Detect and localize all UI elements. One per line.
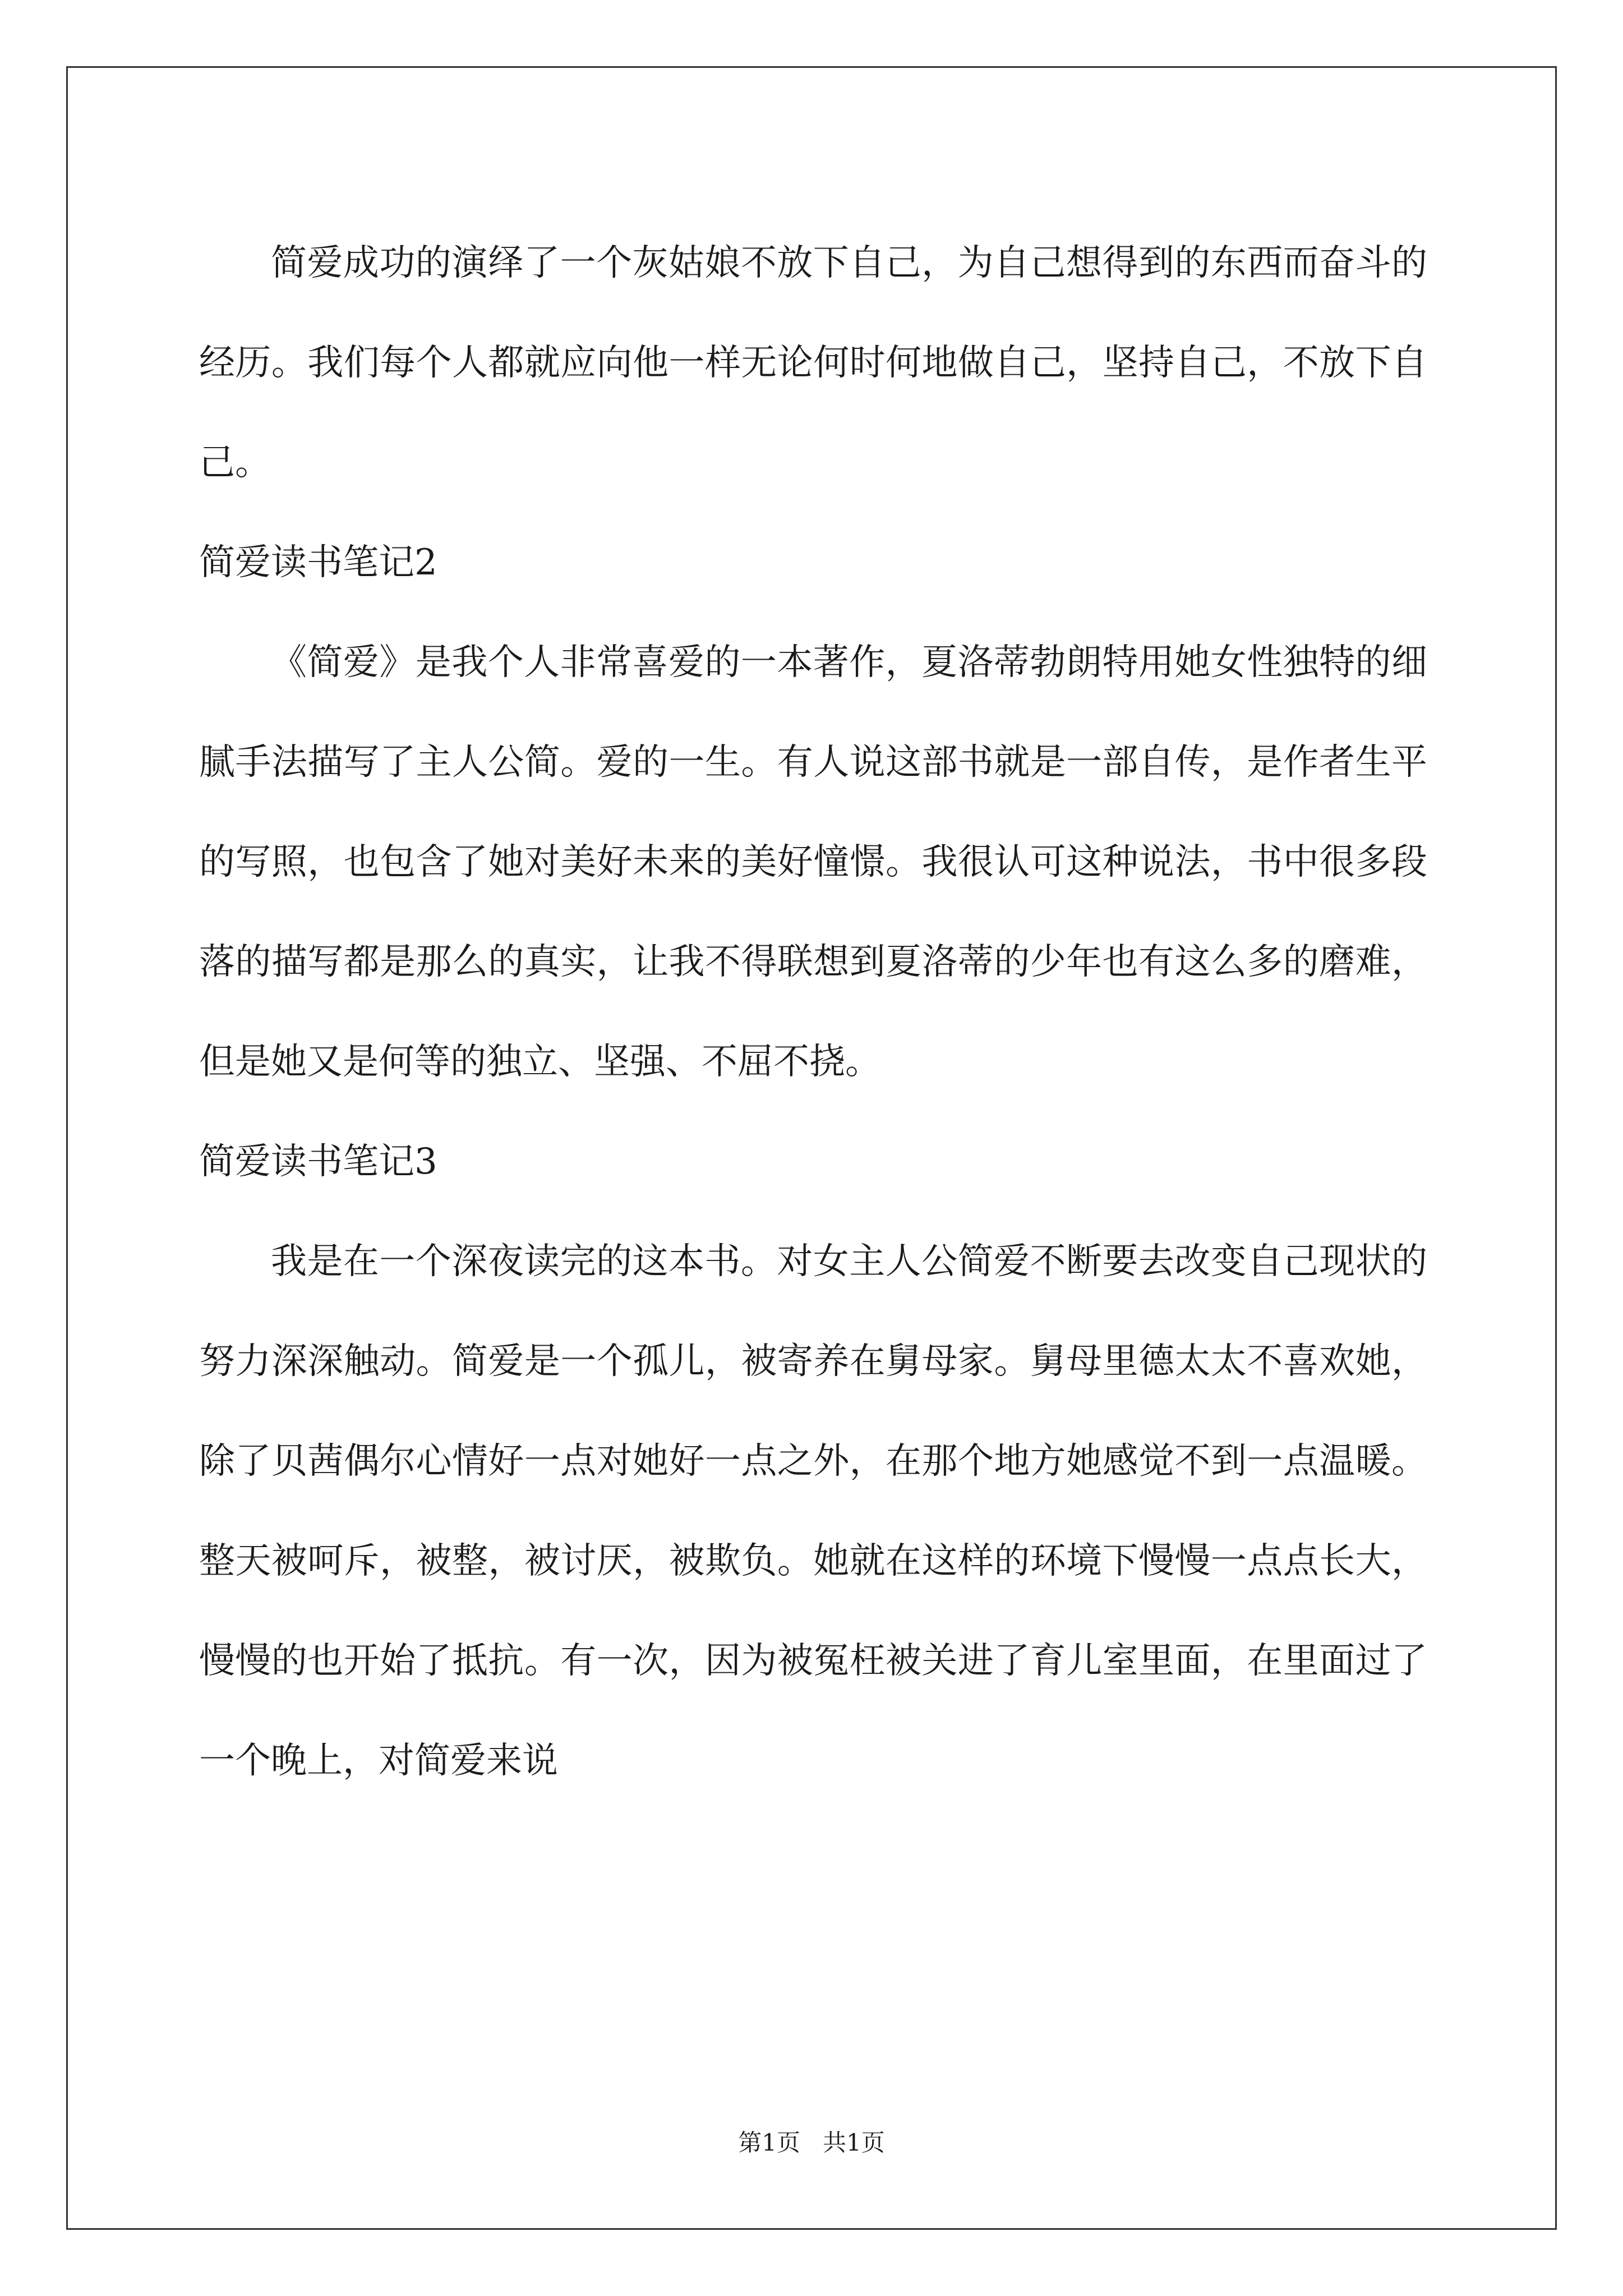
- paragraph-note-3: 我是在一个深夜读完的这本书。对女主人公简爱不断要去改变自己现状的努力深深触动。简爱是一个孤儿，被寄养在舅母家。舅母里德太太不喜欢她，除了贝茜偶尔心情好一点对她好一点之外，在那个地方她感觉不到一点温暖。整天被呵斥，被整，被讨厌，被欺负。她就在这样的环境下慢慢一点点长大，慢慢的也开始了抵抗。有一次，因为被冤枉被关进了育儿室里面，在里面过了一个晚上，对简爱来说: [199, 1241, 1427, 1782]
- section-heading-3: 简爱读书笔记3: [199, 1141, 437, 1182]
- paragraph-intro-conclusion: 简爱成功的演绎了一个灰姑娘不放下自己，为自己想得到的东西而奋斗的经历。我们每个人都就应向他一样无论何时何地做自己，坚持自己，不放下自己。: [199, 242, 1427, 484]
- page-number-footer: 第1页 共1页: [738, 2129, 885, 2156]
- document-body: [199, 213, 1427, 1811]
- section-heading-2: 简爱读书笔记2: [199, 542, 437, 583]
- paragraph-note-2: 《简爱》是我个人非常喜爱的一本著作，夏洛蒂勃朗特用她女性独特的细腻手法描写了主人公简。爱的一生。有人说这部书就是一部自传，是作者生平的写照，也包含了她对美好未来的美好憧憬。我很认可这种说法，书中很多段落的描写都是那么的真实，让我不得联想到夏洛蒂的少年也有这么多的磨难，但是她又是何等的独立、坚强、不屈不挠。: [199, 642, 1427, 1083]
